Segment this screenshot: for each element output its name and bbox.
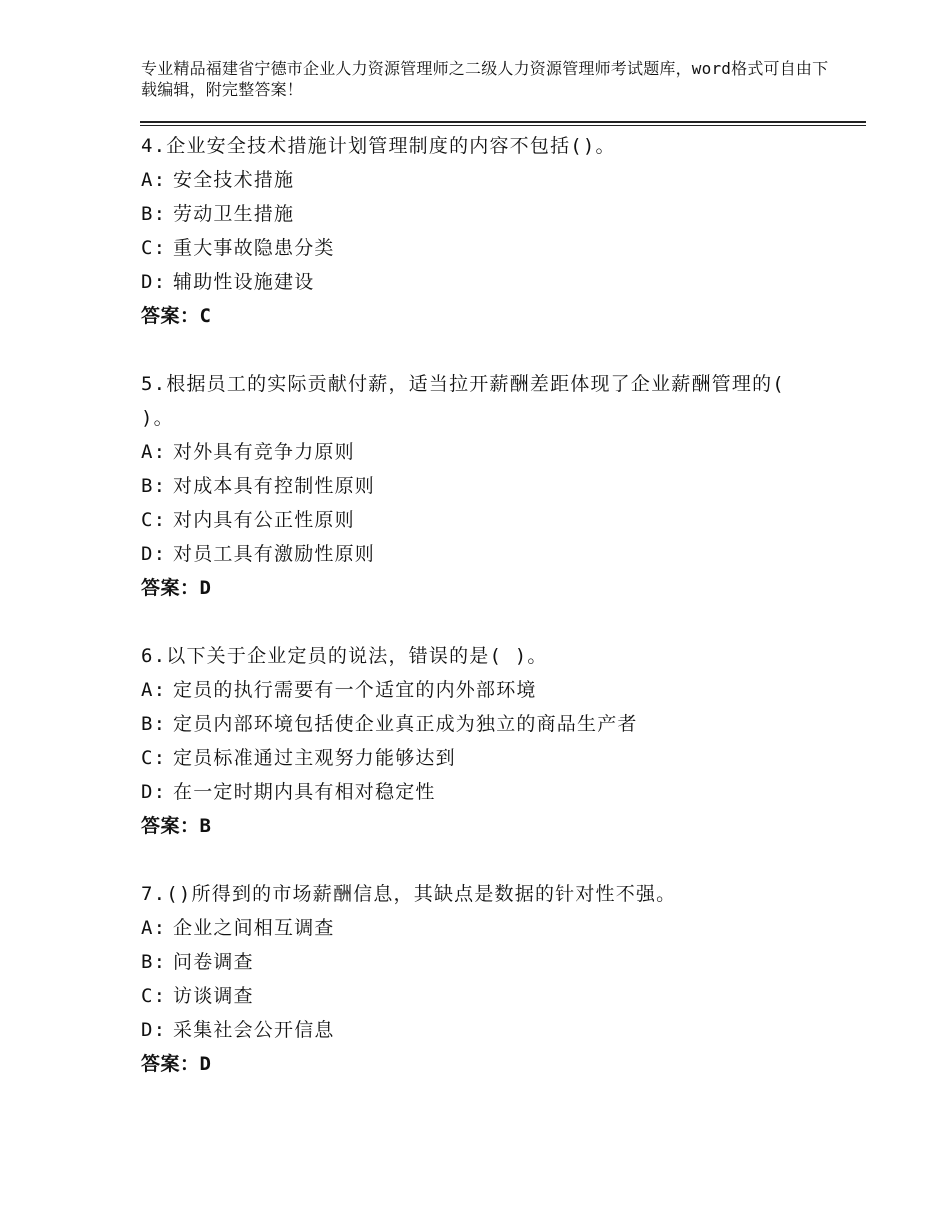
answer-line — [141, 571, 841, 605]
option-d — [141, 1013, 841, 1047]
option-key: C: — [141, 237, 167, 259]
option-key: A: — [141, 679, 167, 701]
option-key: D: — [141, 1019, 167, 1041]
option-key: B: — [141, 713, 167, 735]
option-key: C: — [141, 747, 167, 769]
header-divider-thick — [140, 121, 866, 123]
option-a — [141, 673, 841, 707]
option-text: 在一定时期内具有相对稳定性 — [173, 781, 436, 803]
option-text: 定员的执行需要有一个适宜的内外部环境 — [173, 679, 537, 701]
answer-line — [141, 299, 841, 333]
option-key: A: — [141, 169, 167, 191]
option-key: A: — [141, 917, 167, 939]
option-key: A: — [141, 441, 167, 463]
option-key: D: — [141, 781, 167, 803]
option-text: 采集社会公开信息 — [173, 1019, 335, 1041]
answer-label: 答案： — [141, 577, 200, 599]
option-text: 企业之间相互调查 — [173, 917, 335, 939]
answer-line — [141, 809, 841, 843]
header-intro-text: 专业精品福建省宁德市企业人力资源管理师之二级人力资源管理师考试题库，word格式可自由下载编辑，附完整答案！ — [141, 59, 829, 99]
option-key: D: — [141, 543, 167, 565]
question-5 — [141, 367, 841, 605]
question-stem: 6.以下关于企业定员的说法，错误的是( )。 — [141, 645, 548, 667]
option-c — [141, 231, 841, 265]
option-a — [141, 911, 841, 945]
question-7 — [141, 877, 841, 1081]
option-a — [141, 163, 841, 197]
answer-line — [141, 1047, 841, 1081]
option-text: 对内具有公正性原则 — [173, 509, 355, 531]
option-text: 劳动卫生措施 — [173, 203, 295, 225]
question-stem: 4.企业安全技术措施计划管理制度的内容不包括()。 — [141, 135, 616, 157]
option-text: 定员标准通过主观努力能够达到 — [173, 747, 456, 769]
option-b — [141, 945, 841, 979]
document-header — [141, 58, 831, 100]
option-text: 对员工具有激励性原则 — [173, 543, 376, 565]
option-c — [141, 503, 841, 537]
answer-value: D — [199, 577, 212, 599]
option-key: C: — [141, 985, 167, 1007]
option-c — [141, 979, 841, 1013]
option-c — [141, 741, 841, 775]
option-text: 重大事故隐患分类 — [173, 237, 335, 259]
option-a — [141, 435, 841, 469]
option-b — [141, 197, 841, 231]
option-text: 辅助性设施建设 — [173, 271, 315, 293]
question-stem: 7.()所得到的市场薪酬信息，其缺点是数据的针对性不强。 — [141, 883, 677, 905]
option-text: 对外具有竞争力原则 — [173, 441, 355, 463]
answer-label: 答案： — [141, 815, 200, 837]
option-b — [141, 469, 841, 503]
option-key: B: — [141, 951, 167, 973]
option-key: D: — [141, 271, 167, 293]
option-text: 访谈调查 — [173, 985, 254, 1007]
option-d — [141, 775, 841, 809]
answer-value: C — [199, 305, 212, 327]
option-d — [141, 537, 841, 571]
question-4 — [141, 129, 841, 333]
option-key: B: — [141, 203, 167, 225]
option-b — [141, 707, 841, 741]
option-text: 定员内部环境包括使企业真正成为独立的商品生产者 — [173, 713, 638, 735]
answer-label: 答案： — [141, 305, 200, 327]
question-list — [141, 129, 841, 1115]
answer-value: B — [199, 815, 212, 837]
option-key: C: — [141, 509, 167, 531]
option-text: 问卷调查 — [173, 951, 254, 973]
question-6 — [141, 639, 841, 843]
option-d — [141, 265, 841, 299]
answer-label: 答案： — [141, 1053, 200, 1075]
option-text: 安全技术措施 — [173, 169, 295, 191]
header-divider-thin — [140, 125, 866, 126]
option-key: B: — [141, 475, 167, 497]
question-stem: 5.根据员工的实际贡献付薪，适当拉开薪酬差距体现了企业薪酬管理的( )。 — [141, 373, 785, 429]
option-text: 对成本具有控制性原则 — [173, 475, 376, 497]
answer-value: D — [199, 1053, 212, 1075]
